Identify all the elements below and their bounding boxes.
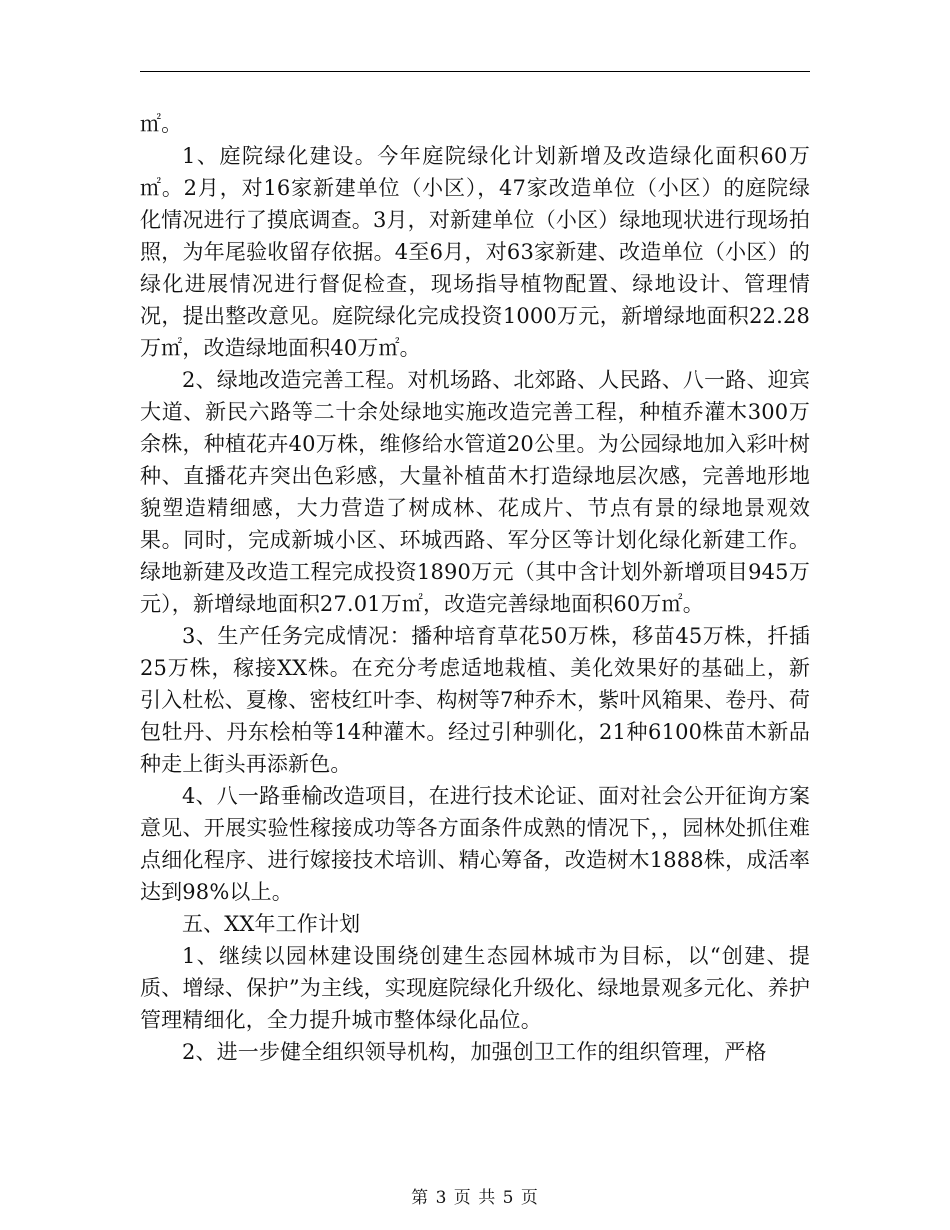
paragraph-greenland-renovation: 2、绿地改造完善工程。对机场路、北郊路、人民路、八一路、迎宾大道、新民六路等二十余处绿地实施改造完善工程，种植乔灌木300万余株，种植花卉40万株，维修给水管道20公里。为公园绿地加入彩叶树种、直播花卉突出色彩感，大量补植苗木打造绿地层次感，完善地形地貌塑造精细感，大力营造了树成林、花成片、节点有景的绿地景观效果。同时，完成新城小区、环城西路、军分区等计划化绿化新建工作。绿地新建及改造工程完成投资1890万元（其中含计划外新增项目945万元），新增绿地面积27.01万㎡，改造完善绿地面积60万㎡。: [140, 368, 810, 616]
paragraph-production-tasks: 3、生产任务完成情况：播种培育草花50万株，移苗45万株，扦插25万株，稼接XX株。在充分考虑适地栽植、美化效果好的基础上，新引入杜松、夏橡、密枝红叶李、构树等7种乔木，紫叶风箱果、卷丹、荷包牡丹、丹东桧柏等14种灌木。经过引种驯化，21种6100株苗木新品种走上街头再添新色。: [140, 624, 810, 776]
paragraph-continuation: ㎡。: [140, 112, 183, 136]
paragraph-plan-item-2: 2、进一步健全组织领导机构，加强创卫工作的组织管理，严格: [182, 1040, 767, 1064]
paragraph-plan-item-1: 1、继续以园林建设围绕创建生态园林城市为目标，以“创建、提质、增绿、保护”为主线，实现庭院绿化升级化、绿地景观多元化、养护管理精细化，全力提升城市整体绿化品位。: [140, 944, 810, 1032]
header-rule: [140, 71, 810, 72]
paragraph-bayi-road-project: 4、八一路垂榆改造项目，在进行技术论证、面对社会公开征询方案意见、开展实验性稼接成功等各方面条件成熟的情况下，，园林处抓住难点细化程序、进行嫁接技术培训、精心筹备，改造树木1888株，成活率达到98%以上。: [140, 784, 810, 904]
paragraph-courtyard-greening: 1、庭院绿化建设。今年庭院绿化计划新增及改造绿化面积60万㎡。2月，对16家新建单位（小区），47家改造单位（小区）的庭院绿化情况进行了摸底调查。3月，对新建单位（小区）绿地现状进行现场拍照，为年尾验收留存依据。4至6月，对63家新建、改造单位（小区）的绿化进展情况进行督促检查，现场指导植物配置、绿地设计、管理情况，提出整改意见。庭院绿化完成投资1000万元，新增绿地面积22.28万㎡，改造绿地面积40万㎡。: [140, 144, 810, 360]
document-body: [140, 108, 810, 1068]
section-heading-work-plan: 五、XX年工作计划: [182, 912, 361, 936]
page-footer: 第 3 页 共 5 页: [411, 1188, 539, 1208]
